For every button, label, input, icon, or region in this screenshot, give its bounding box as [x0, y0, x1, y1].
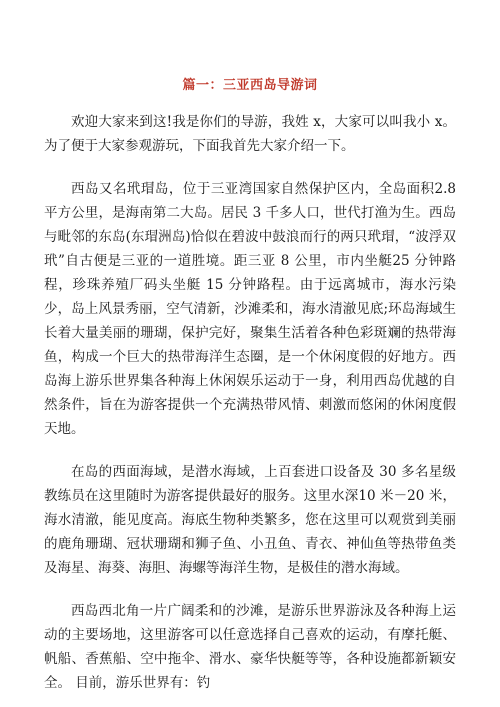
paragraph-intro: 欢迎大家来到这!我是你们的导游，我姓 x，大家可以叫我小 x。为了便于大家参观游玩，下面我首先大家介绍一下。: [44, 114, 456, 154]
document-title: 篇一：三亚西岛导游词: [182, 78, 318, 93]
paragraph-beach-activities: 西岛西北角一片广阔柔和的沙滩，是游乐世界游泳及各种海上运动的主要场地，这里游客可以任意选择自己喜欢的运动，有摩托艇、帆船、香蕉船、空中拖伞、滑水、豪华快艇等等，各种设施都新颖安全。 目前，游乐世界有：钓: [44, 603, 456, 691]
paragraph-diving-area: 在岛的西面海域，是潜水海域，上百套进口设备及 30 多名星级教练员在这里随时为游客提供最好的服务。这里水深10 米－20 米，海水清澈，能见度高。海底生物种类繁多，您在这里可以观赏到美丽的鹿角珊瑚、冠状珊瑚和狮子鱼、小丑鱼、青衣、神仙鱼等热带鱼类及海星、海葵、海胆、海螺等海洋生物，是极佳的潜水海域。: [44, 464, 456, 576]
paragraph-overview: 西岛又名玳瑁岛，位于三亚湾国家自然保护区内，全岛面积2.8 平方公里，是海南第二大岛。居民 3 千多人口，世代打渔为生。西岛与毗邻的东岛(东瑁洲岛)恰似在碧波中鼓浪而行的两只玳瑁，“波浮双玳”自古便是三亚的一道胜境。距三亚 8 公里，市内坐艇25 分钟路程，珍珠养殖厂码头坐艇 15 分钟路程。由于远离城市，海水污染少，岛上风景秀丽，空气清新，沙滩柔和，海水清澈见底;环岛海域生长着大量美丽的珊瑚，保护完好，聚集生活着各种色彩斑斓的热带海鱼，构成一个巨大的热带海洋生态圈，是一个休闲度假的好地方。西岛海上游乐世界集各种海上休闲娱乐运动于一身，利用西岛优越的自然条件，旨在为游客提供一个充满热带风情、刺激而悠闲的休闲度假天地。: [44, 181, 456, 437]
document-body: [44, 110, 456, 695]
